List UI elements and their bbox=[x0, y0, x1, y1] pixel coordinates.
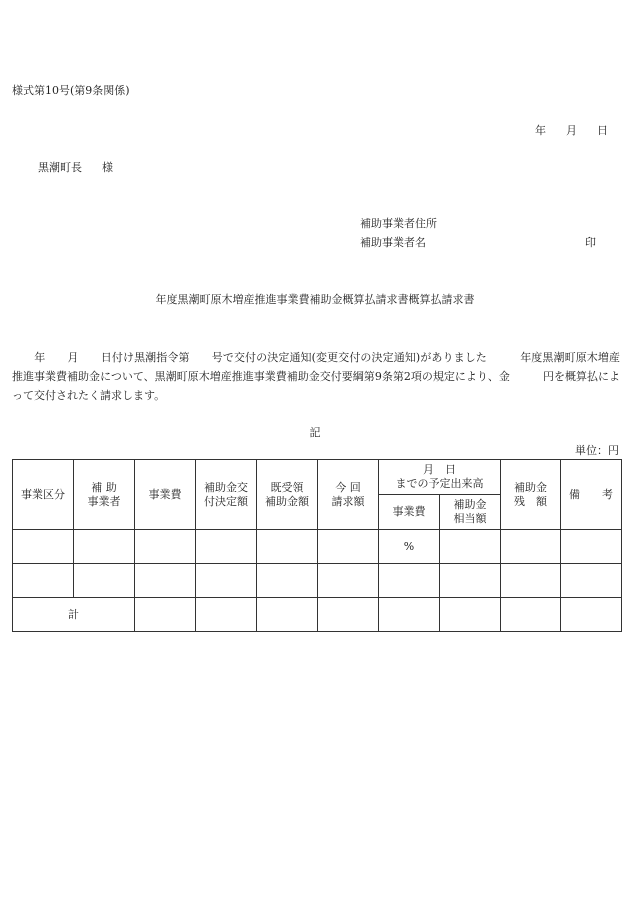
header-projected-cost: 事業費 bbox=[379, 495, 440, 530]
header-this-request: 今 回 請求額 bbox=[318, 460, 379, 530]
header-remarks bbox=[561, 460, 622, 530]
table-cell bbox=[257, 564, 318, 598]
applicant-address-label: 補助事業者住所 bbox=[360, 217, 437, 230]
total-label: 計 bbox=[13, 598, 135, 632]
header-grant-decision: 補助金交 付決定額 bbox=[196, 460, 257, 530]
table-cell bbox=[561, 530, 622, 564]
table-cell bbox=[318, 530, 379, 564]
header-received: 既受領 補助金額 bbox=[257, 460, 318, 530]
date-line bbox=[515, 124, 608, 138]
addressee bbox=[38, 161, 113, 175]
table-header-row bbox=[13, 460, 622, 495]
table-cell bbox=[440, 564, 501, 598]
request-body-text: 年 月 日付け黒潮指令第 号で交付の決定通知(変更交付の決定通知)がありました 年度黒潮町原木増産推進事業費補助金について、黒潮町原木増産推進事業費補助金交付要綱第9条第2項の規定により、金 円を概算払によって交付されたく請求します。 bbox=[12, 351, 620, 402]
table-cell bbox=[440, 598, 501, 632]
table-cell bbox=[135, 598, 196, 632]
header-grantee: 補 助 事業者 bbox=[74, 460, 135, 530]
addressee-honorific: 様 bbox=[102, 161, 113, 174]
table-cell bbox=[74, 564, 135, 598]
document-title: 年度黒潮町原木増産推進事業費補助金概算払請求書概算払請求書 bbox=[155, 293, 475, 306]
ki-heading: 記 bbox=[309, 426, 321, 439]
table-cell bbox=[379, 598, 440, 632]
remarks-left: 備 bbox=[569, 487, 580, 501]
header-projected-grant: 補助金 相当額 bbox=[440, 495, 501, 530]
header-projected-group: 月 日 までの予定出来高 bbox=[379, 460, 501, 495]
table-cell bbox=[196, 564, 257, 598]
seal-mark: 印 bbox=[585, 236, 596, 249]
table-cell bbox=[561, 564, 622, 598]
table-cell bbox=[13, 564, 74, 598]
table-cell bbox=[257, 598, 318, 632]
date-day: 日 bbox=[597, 124, 608, 137]
table-row bbox=[13, 530, 622, 564]
table-cell bbox=[318, 564, 379, 598]
header-project-cost: 事業費 bbox=[135, 460, 196, 530]
table-cell bbox=[501, 530, 561, 564]
date-month: 月 bbox=[566, 124, 577, 137]
table-row bbox=[13, 564, 622, 598]
table-cell bbox=[440, 530, 501, 564]
table-cell bbox=[379, 564, 440, 598]
table-cell bbox=[135, 564, 196, 598]
table-cell bbox=[13, 530, 74, 564]
header-category: 事業区分 bbox=[13, 460, 74, 530]
request-table bbox=[12, 459, 622, 632]
table-cell bbox=[74, 530, 135, 564]
table-cell bbox=[501, 598, 561, 632]
table-cell bbox=[318, 598, 379, 632]
form-number: 様式第10号(第9条関係) bbox=[12, 84, 130, 97]
table-cell bbox=[257, 530, 318, 564]
table-total-row bbox=[13, 598, 622, 632]
table-cell bbox=[135, 530, 196, 564]
applicant-name-label: 補助事業者名 bbox=[360, 236, 426, 249]
table-cell bbox=[501, 564, 561, 598]
table-cell bbox=[196, 530, 257, 564]
table-cell bbox=[196, 598, 257, 632]
addressee-name: 黒潮町長 bbox=[38, 161, 82, 174]
date-year: 年 bbox=[535, 124, 546, 137]
header-balance: 補助金 残 額 bbox=[501, 460, 561, 530]
unit-label: 単位：円 bbox=[575, 444, 619, 457]
remarks-right: 考 bbox=[602, 487, 613, 501]
table-cell bbox=[561, 598, 622, 632]
percent-cell: % bbox=[379, 530, 440, 564]
